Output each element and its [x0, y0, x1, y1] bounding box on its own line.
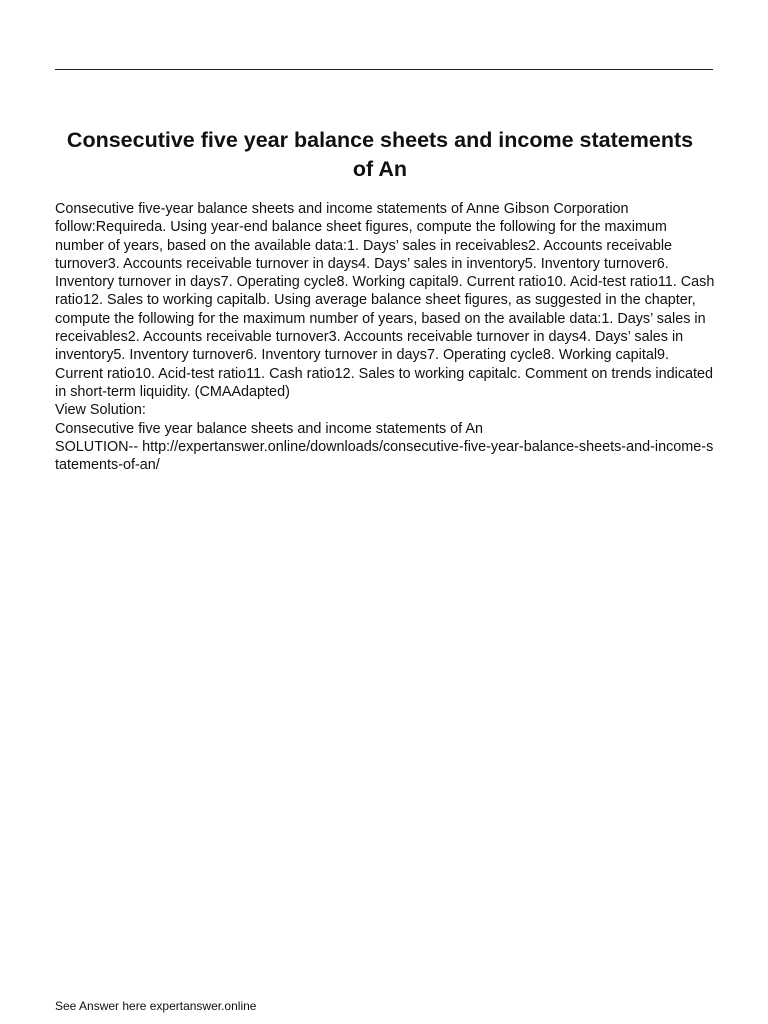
solution-link-line[interactable] [55, 438, 715, 475]
footer-note: See Answer here expertanswer.online [55, 999, 257, 1013]
question-body: Consecutive five-year balance sheets and income statements of Anne Gibson Corporation follow:Requireda. Using year-end balance sheet figures, compute the following for the maximum number of years, based on the available data:1. Days’ sales in receivables2. Accounts receivable turnover3. Accounts receivable turnover in days4. Days’ sales in inventory5. Inventory turnover6. Inventory turnover in days7. Operating cycle8. Working capital9. Current ratio10. Acid-test ratio11. Cash ratio12. Sales to working capitalb. Using average balance sheet figures, as suggested in the chapter, compute the following for the maximum number of years, based on the available data:1. Days’ sales in receivables2. Accounts receivable turnover3. Accounts receivable turnover in days4. Days’ sales in inventory5. Inventory turnover6. Inventory turnover in days7. Operating cycle8. Working capital9. Current ratio10. Acid-test ratio11. Cash ratio12. Sales to working capitalc. Comment on trends indicated in short-term liquidity. (CMAAdapted) [55, 201, 715, 400]
solution-link[interactable]: SOLUTION-- http://expertanswer.online/downloads/consecutive-five-year-balance-sheets-and-income-statements-of-an/ [55, 438, 714, 474]
view-solution-label: View Solution: [55, 402, 146, 419]
top-divider [55, 69, 713, 70]
document-content [55, 200, 715, 474]
solution-title: Consecutive five year balance sheets and income statements of An [55, 420, 483, 437]
document-title: Consecutive five year balance sheets and income statements of An [66, 128, 694, 181]
